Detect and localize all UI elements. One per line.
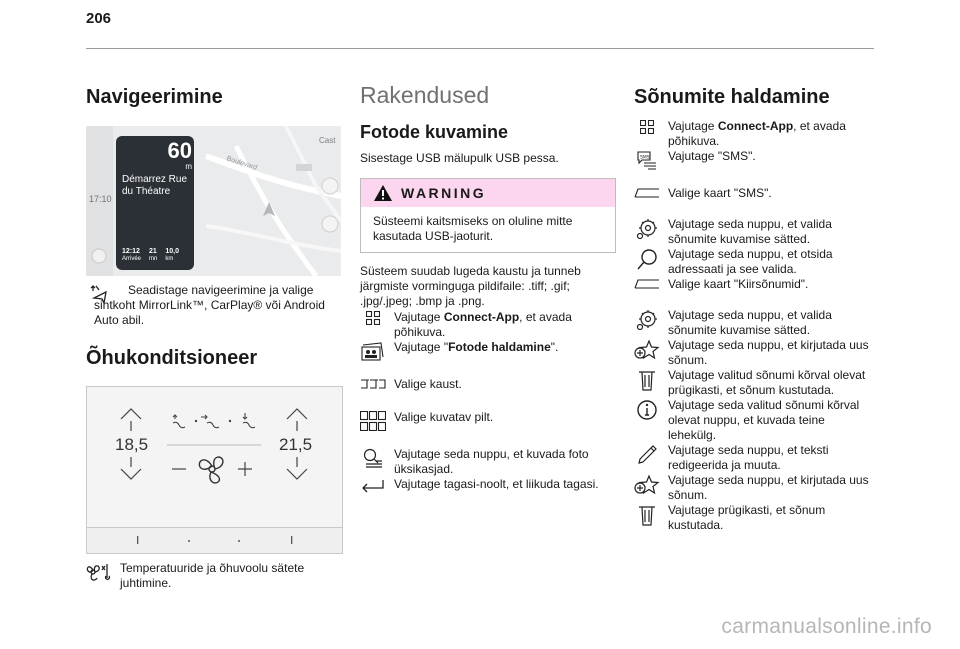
column-messages bbox=[634, 80, 876, 533]
msg-step13-text: Vajutage prügikasti, et sõnum kustutada. bbox=[668, 503, 826, 532]
eta-km-unit: km bbox=[165, 256, 174, 262]
photos-step-manage bbox=[360, 340, 616, 361]
details-icon bbox=[360, 447, 386, 470]
navigation-text: Seadistage navigeerimine ja valige sihtkoht MirrorLink™, CarPlay® või Android Auto abil. bbox=[94, 283, 325, 327]
msg-step8-text: Vajutage seda nuppu, et kirjutada uus sõnum. bbox=[668, 338, 869, 367]
photos-subtitle: Fotode kuvamine bbox=[360, 121, 509, 142]
climate-text: Temperatuuride ja õhuvoolu sätete juhtimine. bbox=[120, 561, 305, 590]
temperature-left: 18,5 bbox=[115, 435, 149, 454]
msg-step-edit bbox=[634, 443, 876, 473]
photos-step1-text: Vajutage Connect-App, et avada põhikuva. bbox=[394, 310, 572, 340]
pencil-icon bbox=[634, 443, 660, 466]
msg-step-display-settings-2 bbox=[634, 308, 876, 338]
msg-step4-text: Vajutage seda nuppu, et valida sõnumite kuvamise sätted. bbox=[668, 217, 832, 246]
photos-step5-text: Vajutage seda nuppu, et kuvada foto üksikasjad. bbox=[394, 447, 589, 477]
arrival-label: Arrivée bbox=[122, 256, 142, 262]
top-divider bbox=[86, 48, 874, 49]
navigation-instruction bbox=[86, 283, 341, 328]
new-message-star-icon bbox=[634, 473, 660, 496]
distance-unit: m bbox=[185, 162, 192, 171]
climate-panel-image bbox=[86, 386, 343, 528]
climate-strip-dots bbox=[87, 528, 342, 553]
messages-title: Sõnumite haldamine bbox=[634, 86, 830, 108]
msg-step12-text: Vajutage seda nuppu, et kirjutada uus sõnum. bbox=[668, 473, 869, 502]
msg-step6-text: Valige kaart "Kiirsõnumid". bbox=[668, 277, 809, 291]
warning-header bbox=[361, 179, 615, 207]
tab-icon bbox=[634, 277, 660, 290]
column-apps bbox=[360, 80, 616, 496]
settings-gear-icon bbox=[634, 308, 660, 333]
navigation-screen-image bbox=[86, 126, 341, 276]
tab-icon bbox=[634, 186, 660, 199]
msg-step11-text: Vajutage seda nuppu, et teksti redigeerida ja muuta. bbox=[668, 443, 829, 472]
photos-step6-text: Vajutage tagasi-noolt, et liikuda tagasi. bbox=[394, 477, 599, 492]
apps-section-title: Rakendused bbox=[360, 82, 490, 108]
photos-step-connect-app bbox=[360, 310, 616, 340]
msg-step3-text: Valige kaart "SMS". bbox=[668, 186, 772, 200]
warning-text: Süsteemi kaitsmiseks on oluline mitte kasutada USB-jaoturit. bbox=[373, 214, 573, 244]
msg-step-info bbox=[634, 398, 876, 443]
warning-icon bbox=[373, 184, 393, 202]
eta-minutes-unit: mn bbox=[149, 256, 158, 262]
grid-icon bbox=[360, 310, 386, 325]
navigation-title: Navigeerimine bbox=[86, 86, 223, 108]
search-icon bbox=[634, 247, 660, 272]
msg-step-delete bbox=[634, 503, 876, 533]
msg-step-sms bbox=[634, 149, 876, 170]
photos-step-back bbox=[360, 477, 616, 496]
nav-distance bbox=[167, 138, 192, 171]
column-navigation bbox=[86, 80, 341, 591]
map-label-street: Boulevard bbox=[225, 155, 258, 172]
msg-step-search bbox=[634, 247, 876, 277]
info-icon bbox=[634, 398, 660, 421]
photos-step-image bbox=[360, 410, 616, 431]
msg-step2-text: Vajutage "SMS". bbox=[668, 149, 756, 163]
photo-album-icon bbox=[360, 340, 386, 361]
msg-step-delete-selected bbox=[634, 368, 876, 398]
climate-title: Õhukonditsioneer bbox=[86, 347, 258, 369]
msg-step1-text: Vajutage Connect-App, et avada põhikuva. bbox=[668, 119, 846, 148]
climate-bottom-strip bbox=[86, 528, 343, 554]
msg-step10-text: Vajutage seda valitud sõnumi kõrval olevat nuppu, et kuvada teine lehekülg. bbox=[668, 398, 860, 442]
distance-value: 60 bbox=[167, 138, 192, 163]
map-label-cast: Cast bbox=[319, 136, 336, 145]
climate-icon bbox=[86, 561, 112, 582]
new-message-star-icon bbox=[634, 338, 660, 361]
page-number: 206 bbox=[86, 10, 112, 27]
msg-step-quick-messages bbox=[634, 277, 876, 292]
photos-step2-text: Vajutage "Fotode haldamine". bbox=[394, 340, 559, 355]
arrival-time: 12:12 bbox=[122, 248, 140, 255]
image-grid-icon bbox=[360, 410, 386, 431]
folder-tabs-icon bbox=[360, 377, 386, 390]
msg-step9-text: Vajutage valitud sõnumi kõrval olevat prügikasti, et sõnum kustutada. bbox=[668, 368, 866, 397]
temperature-right: 21,5 bbox=[279, 435, 313, 454]
photos-formats: Süsteem suudab lugeda kaustu ja tunneb järgmiste vorminguga pildifaile: .tiff; .gif; .jpg/.jpeg; .bmp ja .png. bbox=[360, 264, 581, 309]
trash-icon bbox=[634, 503, 660, 526]
climate-controls-drawing bbox=[87, 387, 342, 527]
warning-title: WARNING bbox=[401, 185, 487, 202]
msg-step-display-settings bbox=[634, 217, 876, 247]
trash-icon bbox=[634, 368, 660, 391]
warning-box bbox=[360, 178, 616, 253]
eta-minutes: 21 bbox=[149, 248, 157, 255]
msg-step5-text: Vajutage seda nuppu, et otsida adressaati ja see valida. bbox=[668, 247, 833, 276]
settings-gear-icon bbox=[634, 217, 660, 242]
msg-step-new-message-2 bbox=[634, 473, 876, 503]
nav-street: Démarrez Rue du Théatre bbox=[122, 174, 188, 197]
photos-step3-text: Valige kaust. bbox=[394, 377, 462, 392]
nav-eta-row bbox=[122, 248, 179, 262]
sms-bubble-icon bbox=[634, 149, 660, 170]
photos-step-folder bbox=[360, 377, 616, 392]
photos-step-details bbox=[360, 447, 616, 477]
svg-text:SMS: SMS bbox=[640, 155, 650, 161]
grid-icon bbox=[634, 119, 660, 134]
msg-step-sms-tab bbox=[634, 186, 876, 201]
photos-intro: Sisestage USB mälupulk USB pessa. bbox=[360, 151, 559, 166]
photos-step4-text: Valige kuvatav pilt. bbox=[394, 410, 494, 425]
back-arrow-icon bbox=[360, 477, 386, 496]
climate-instruction bbox=[86, 561, 341, 591]
msg-step7-text: Vajutage seda nuppu, et valida sõnumite kuvamise sätted. bbox=[668, 308, 832, 337]
eta-km: 10,0 bbox=[165, 248, 179, 255]
watermark: carmanualsonline.info bbox=[721, 615, 932, 638]
msg-step-connect-app bbox=[634, 119, 876, 149]
clock-time: 17:10 bbox=[89, 194, 112, 204]
msg-step-new-message bbox=[634, 338, 876, 368]
